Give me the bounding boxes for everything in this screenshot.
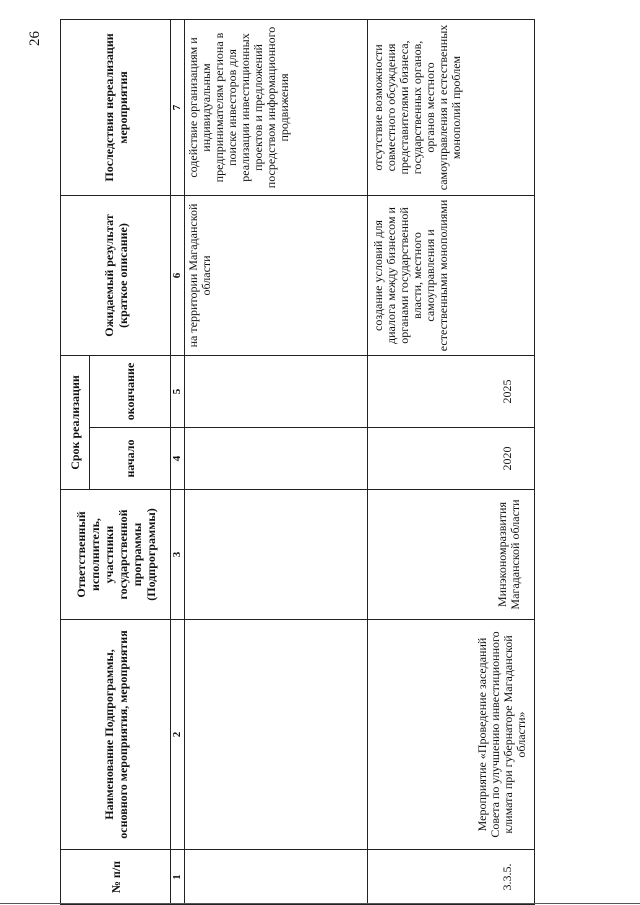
table-row [185, 19, 368, 904]
column-number: 7 [171, 19, 185, 195]
column-number: 5 [171, 355, 185, 427]
header-end: окончание [90, 355, 171, 427]
cell-end: 2025 [368, 355, 535, 427]
cell-name [185, 620, 368, 850]
cell-result: на территории Магаданской области [185, 195, 368, 355]
cell-result: создание условий для диалога между бизнесом и органами государственной власти, местного самоуправления и естественными монополиями [368, 195, 535, 355]
header-consequences: Последствия нереализации мероприятия [61, 19, 171, 195]
header-name: Наименование Подпрограммы, основного мероприятия, мероприятия [61, 620, 171, 850]
header-row-1 [61, 19, 90, 904]
cell-num [185, 850, 368, 905]
cell-num: 3.3.5. [368, 850, 535, 905]
header-result: Ожидаемый результат (краткое описание) [61, 195, 171, 355]
cell-start [185, 428, 368, 490]
column-number: 6 [171, 195, 185, 355]
cell-end [185, 355, 368, 427]
bottom-edge-line [0, 903, 640, 904]
header-period: Срок реализации [61, 355, 90, 489]
cell-consequences: содействие организациям и индивидуальным предпринимателям региона в поиске инвесторов для реализации инвестиционных проектов и предложений посредством информационного продвижения [185, 19, 368, 195]
column-number-row [171, 19, 185, 904]
page-number-text: 26 [26, 31, 43, 46]
cell-start: 2020 [368, 428, 535, 490]
cell-executor: Минэкономразвития Магаданской области [368, 490, 535, 620]
column-number: 1 [171, 850, 185, 905]
table-row [368, 19, 535, 904]
rotated-table-container [60, 20, 575, 905]
header-executor: Ответственный исполнитель, участники государственной программы (Подпрограммы) [61, 490, 171, 620]
cell-executor [185, 490, 368, 620]
program-table [60, 19, 535, 905]
cell-name: Мероприятие «Проведение заседаний Совета по улучшению инвестиционного климата при губернаторе Магаданской области» [368, 620, 535, 850]
header-start: начало [90, 428, 171, 490]
column-number: 4 [171, 428, 185, 490]
cell-consequences: отсутствие возможности совместного обсуждения представителями бизнеса, государственных органов, органов местного самоуправления и естественных монополий проблем [368, 19, 535, 195]
column-number: 3 [171, 490, 185, 620]
column-number: 2 [171, 620, 185, 850]
header-num: № п/п [61, 850, 171, 905]
